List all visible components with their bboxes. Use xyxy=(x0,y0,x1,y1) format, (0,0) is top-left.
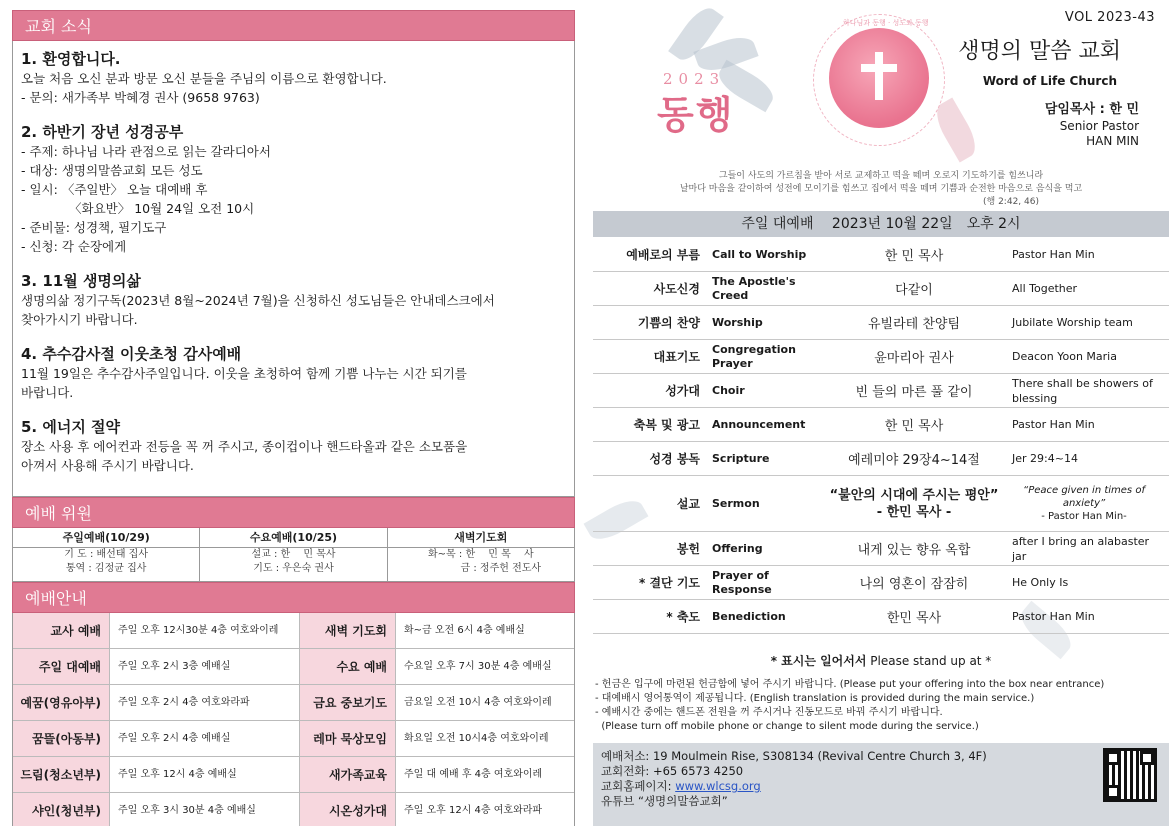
stand-note-en: Please stand up at * xyxy=(870,654,992,668)
pastor-title-en: Senior Pastor xyxy=(1059,119,1139,133)
order-who: 나의 영혼이 잠잠히 xyxy=(859,577,969,592)
order-row xyxy=(593,340,1169,374)
guide-label: 수요 예배 xyxy=(300,649,396,685)
order-en: Call to Worship xyxy=(712,247,807,261)
guide-value: 주일 대 예배 후 4층 여호와이레 xyxy=(396,757,574,793)
duty-table xyxy=(12,528,575,582)
footer xyxy=(593,743,1169,826)
news-line: 오늘 처음 오신 분과 방문 오신 분들을 주님의 이름으로 환영합니다. xyxy=(21,71,387,86)
pastor-kr: 담임목사 : 한 민 xyxy=(1044,102,1139,117)
qr-finder xyxy=(1106,785,1120,799)
guide-value: 주일 오후 2시 4층 여호와라파 xyxy=(110,685,300,721)
service-guide-table xyxy=(12,613,575,826)
order-eng: Deacon Yoon Maria xyxy=(1012,350,1117,363)
order-eng: Pastor Han Min xyxy=(1012,418,1095,431)
note-line: (Please turn off mobile phone or change to silent mode during the service.) xyxy=(595,721,979,732)
pastor-name-en: HAN MIN xyxy=(1086,134,1139,148)
news-item-energy xyxy=(21,417,564,475)
news-item-bible-study xyxy=(21,122,564,256)
news-section xyxy=(12,41,575,497)
order-eng: Pastor Han Min xyxy=(1012,248,1095,261)
guide-label: 새벽 기도회 xyxy=(300,613,396,649)
guide-value: 주일 오후 2시 3층 예배실 xyxy=(110,649,300,685)
duty-col-head: 새벽기도회 xyxy=(388,528,574,548)
verse-line: 날마다 마음을 같이하여 성전에 모이기를 힘쓰고 집에서 떡을 떼며 기쁨과 순전한 마음으로 음식을 먹고 xyxy=(679,184,1083,194)
order-who: 빈 들의 마른 풀 같이 xyxy=(855,385,973,400)
order-kr: * 결단 기도 xyxy=(639,576,700,590)
order-kr: 축복 및 광고 xyxy=(633,418,700,432)
news-line: 생명의삶 정기구독(2023년 8월~2024년 7월)을 신청하신 성도님들은 안내데스크에서 xyxy=(21,293,495,308)
sermon-title-en: “Peace given in times of anxiety” xyxy=(1023,485,1145,509)
duty-line: 통역 : 김정균 집사 xyxy=(65,563,147,574)
order-en: Choir xyxy=(712,383,745,397)
guide-heading: 예배안내 xyxy=(12,582,575,613)
duty-line: 기도 : 우은숙 권사 xyxy=(253,563,334,574)
order-who: 한민 목사 xyxy=(886,611,942,626)
news-line: - 일시: 〈주일반〉 오늘 대예배 후 xyxy=(21,182,208,197)
order-kr: 사도신경 xyxy=(653,282,700,296)
guide-value: 화~금 오전 6시 4층 예배실 xyxy=(396,613,574,649)
order-row xyxy=(593,306,1169,340)
news-item-life-devotional xyxy=(21,271,564,329)
order-kr: 성경 봉독 xyxy=(649,452,700,466)
guide-value: 수요일 오후 7시 30분 4층 예배실 xyxy=(396,649,574,685)
logo-ring-text: 하나님과 동행 · 성도와 동행 xyxy=(843,19,929,27)
order-en: Congregation Prayer xyxy=(712,342,796,370)
guide-value: 주일 오후 2시 4층 예배실 xyxy=(110,721,300,757)
note-line: - 헌금은 입구에 마련된 헌금함에 넣어 주시기 바랍니다. (Please put your offering into the box near entrance) xyxy=(595,679,1105,690)
news-line: 장소 사용 후 에어컨과 전등을 꼭 꺼 주시고, 종이컵이나 핸드타올과 같은 소모품을 xyxy=(21,439,468,454)
left-page xyxy=(12,10,575,820)
guide-value: 주일 오후 12시30분 4층 여호와이레 xyxy=(110,613,300,649)
news-line: - 준비물: 성경책, 필기도구 xyxy=(21,220,167,235)
duty-col-head: 수요예배(10/25) xyxy=(200,528,386,548)
news-item-welcome xyxy=(21,49,564,107)
news-line: - 문의: 새가족부 박혜경 권사 (9658 9763) xyxy=(21,90,260,105)
order-who: 예레미야 29장4~14절 xyxy=(848,453,980,468)
sermon-title: “불안의 시대에 주시는 평안” xyxy=(829,487,999,503)
news-line: 11월 19일은 추수감사주일입니다. 이웃을 초청하여 함께 기쁨 나누는 시간 되기를 xyxy=(21,366,467,381)
order-eng: He Only Is xyxy=(1012,576,1069,589)
note-line: - 대예배시 영어통역이 제공됩니다. (English translation is provided during the main service.) xyxy=(595,693,1035,704)
order-eng: after I bring an alabaster jar xyxy=(1012,534,1150,563)
guide-label: 예꿈(영유아부) xyxy=(13,685,110,721)
news-title: 4. 추수감사절 이웃초청 감사예배 xyxy=(21,345,242,363)
order-kr: 예배로의 부름 xyxy=(626,248,700,262)
news-line: - 대상: 생명의말씀교회 모든 성도 xyxy=(21,163,203,178)
order-who: 다같이 xyxy=(895,283,933,298)
news-title: 5. 에너지 절약 xyxy=(21,418,121,436)
cross-icon xyxy=(875,52,883,100)
order-row xyxy=(593,476,1169,532)
order-kr: 봉헌 xyxy=(676,542,700,556)
order-en: Announcement xyxy=(712,417,806,431)
order-kr: 설교 xyxy=(676,497,700,511)
order-row xyxy=(593,408,1169,442)
order-who xyxy=(824,487,1004,521)
order-row xyxy=(593,374,1169,408)
order-kr: 성가대 xyxy=(665,384,700,398)
footer-web-label: 교회홈페이지: xyxy=(601,779,676,793)
stand-note-kr: * 표시는 일어서서 xyxy=(770,654,867,668)
guide-label: 새가족교육 xyxy=(300,757,396,793)
duty-col-sunday xyxy=(13,528,200,581)
scripture-verse xyxy=(593,170,1169,209)
guide-label: 샤인(청년부) xyxy=(13,793,110,826)
duty-line: 설교 : 한 민 목사 xyxy=(251,549,336,560)
order-heading: 주일 대예배 2023년 10월 22일 오후 2시 xyxy=(593,211,1169,237)
order-en: Worship xyxy=(712,315,763,329)
news-title: 1. 환영합니다. xyxy=(21,50,121,68)
order-row xyxy=(593,566,1169,600)
guide-label: 드림(청소년부) xyxy=(13,757,110,793)
duty-line: 금 : 정주헌 전도사 xyxy=(460,563,542,574)
guide-value: 화요일 오전 10시4층 여호와이레 xyxy=(396,721,574,757)
church-name-en: Word of Life Church xyxy=(982,74,1117,88)
qr-finder xyxy=(1140,751,1154,765)
order-eng: All Together xyxy=(1012,282,1078,295)
order-row xyxy=(593,442,1169,476)
news-title: 2. 하반기 장년 성경공부 xyxy=(21,123,184,141)
verse-ref: (행 2:42, 46) xyxy=(983,197,1039,207)
order-en: Benediction xyxy=(712,609,786,623)
order-row xyxy=(593,600,1169,634)
cross-icon-bar xyxy=(861,64,897,72)
guide-label: 금요 중보기도 xyxy=(300,685,396,721)
guide-label: 교사 예배 xyxy=(13,613,110,649)
news-line: 바랍니다. xyxy=(21,385,74,400)
church-name-kr: 생명의 말씀 교회 xyxy=(958,39,1121,64)
guide-label: 꿈뜰(아동부) xyxy=(13,721,110,757)
order-who: 윤마리아 권사 xyxy=(874,351,954,366)
order-en: Prayer of Response xyxy=(712,568,772,596)
duty-col-head: 주일예배(10/29) xyxy=(13,528,199,548)
logo-word: 동행 xyxy=(657,93,735,137)
footer-address: 예배처소: 19 Moulmein Rise, S308134 (Revival Centre Church 3, 4F) xyxy=(601,749,987,763)
qr-finder xyxy=(1106,751,1120,765)
order-kr: 대표기도 xyxy=(653,350,700,364)
order-row xyxy=(593,532,1169,566)
news-title: 3. 11월 생명의삶 xyxy=(21,272,141,290)
order-eng xyxy=(1004,484,1164,523)
volume-number: VOL 2023-43 xyxy=(1064,10,1155,25)
order-who: 내게 있는 향유 옥합 xyxy=(857,543,971,558)
sermon-preacher-en: - Pastor Han Min- xyxy=(1041,511,1127,522)
duty-col-wednesday xyxy=(200,528,387,581)
news-line: 찾아가시기 바랍니다. xyxy=(21,312,138,327)
footer-phone: 교회전화: +65 6573 4250 xyxy=(601,764,744,778)
guide-value: 주일 오후 12시 4층 예배실 xyxy=(110,757,300,793)
order-who: 한 민 목사 xyxy=(884,419,944,434)
order-who: 유빌라테 찬양팀 xyxy=(867,317,961,332)
guide-value: 주일 오후 3시 30분 4층 예배실 xyxy=(110,793,300,826)
duty-heading: 예배 위원 xyxy=(12,497,575,528)
news-heading: 교회 소식 xyxy=(12,10,575,41)
sermon-preacher: - 한민 목사 - xyxy=(876,504,952,520)
news-line: 아껴서 사용해 주시기 바랍니다. xyxy=(21,458,194,473)
guide-label: 주일 대예배 xyxy=(13,649,110,685)
order-en: Offering xyxy=(712,541,763,555)
duty-col-dawn xyxy=(388,528,574,581)
note-line: - 예배시간 중에는 핸드폰 전원을 꺼 주시거나 진동모드로 바꿔 주시기 바랍니다. xyxy=(595,707,943,718)
guide-label: 시온성가대 xyxy=(300,793,396,826)
order-row xyxy=(593,272,1169,306)
news-line: 〈화요반〉 10월 24일 오전 10시 xyxy=(69,201,255,216)
order-en: The Apostle's Creed xyxy=(712,274,796,302)
stand-note xyxy=(593,652,1169,669)
news-line: - 신청: 각 순장에게 xyxy=(21,239,127,254)
news-item-thanksgiving xyxy=(21,344,564,402)
order-row xyxy=(593,238,1169,272)
order-eng: Jubilate Worship team xyxy=(1012,316,1133,329)
order-eng: Pastor Han Min xyxy=(1012,610,1095,623)
order-eng: There shall be showers of blessing xyxy=(1012,376,1153,405)
duty-line: 기 도 : 배선태 집사 xyxy=(64,549,149,560)
notes xyxy=(595,678,1165,734)
guide-value: 금요일 오전 10시 4층 여호와이레 xyxy=(396,685,574,721)
order-en: Scripture xyxy=(712,451,770,465)
guide-value: 주일 오후 12시 4층 여호와라파 xyxy=(396,793,574,826)
website-link[interactable]: www.wlcsg.org xyxy=(675,779,761,793)
order-kr: 기쁨의 찬양 xyxy=(637,316,700,330)
right-page xyxy=(593,0,1169,826)
logo-year: 2023 xyxy=(663,70,726,88)
order-who: 한 민 목사 xyxy=(884,249,944,264)
footer-web xyxy=(601,779,1161,794)
order-of-worship xyxy=(593,238,1169,634)
footer-youtube: 유튜브 “생명의말씀교회” xyxy=(601,794,728,808)
news-line: - 주제: 하나님 나라 관점으로 읽는 갈라디아서 xyxy=(21,144,271,159)
order-eng: Jer 29:4~14 xyxy=(1012,452,1078,465)
verse-line: 그들이 사도의 가르침을 받아 서로 교제하고 떡을 떼며 오로지 기도하기를 힘쓰니라 xyxy=(718,171,1044,181)
duty-line: 화~목 : 한 민 목 사 xyxy=(428,549,534,560)
qr-code-icon xyxy=(1103,748,1157,802)
order-kr: * 축도 xyxy=(666,610,700,624)
order-en: Sermon xyxy=(712,496,760,510)
guide-label: 레마 묵상모임 xyxy=(300,721,396,757)
